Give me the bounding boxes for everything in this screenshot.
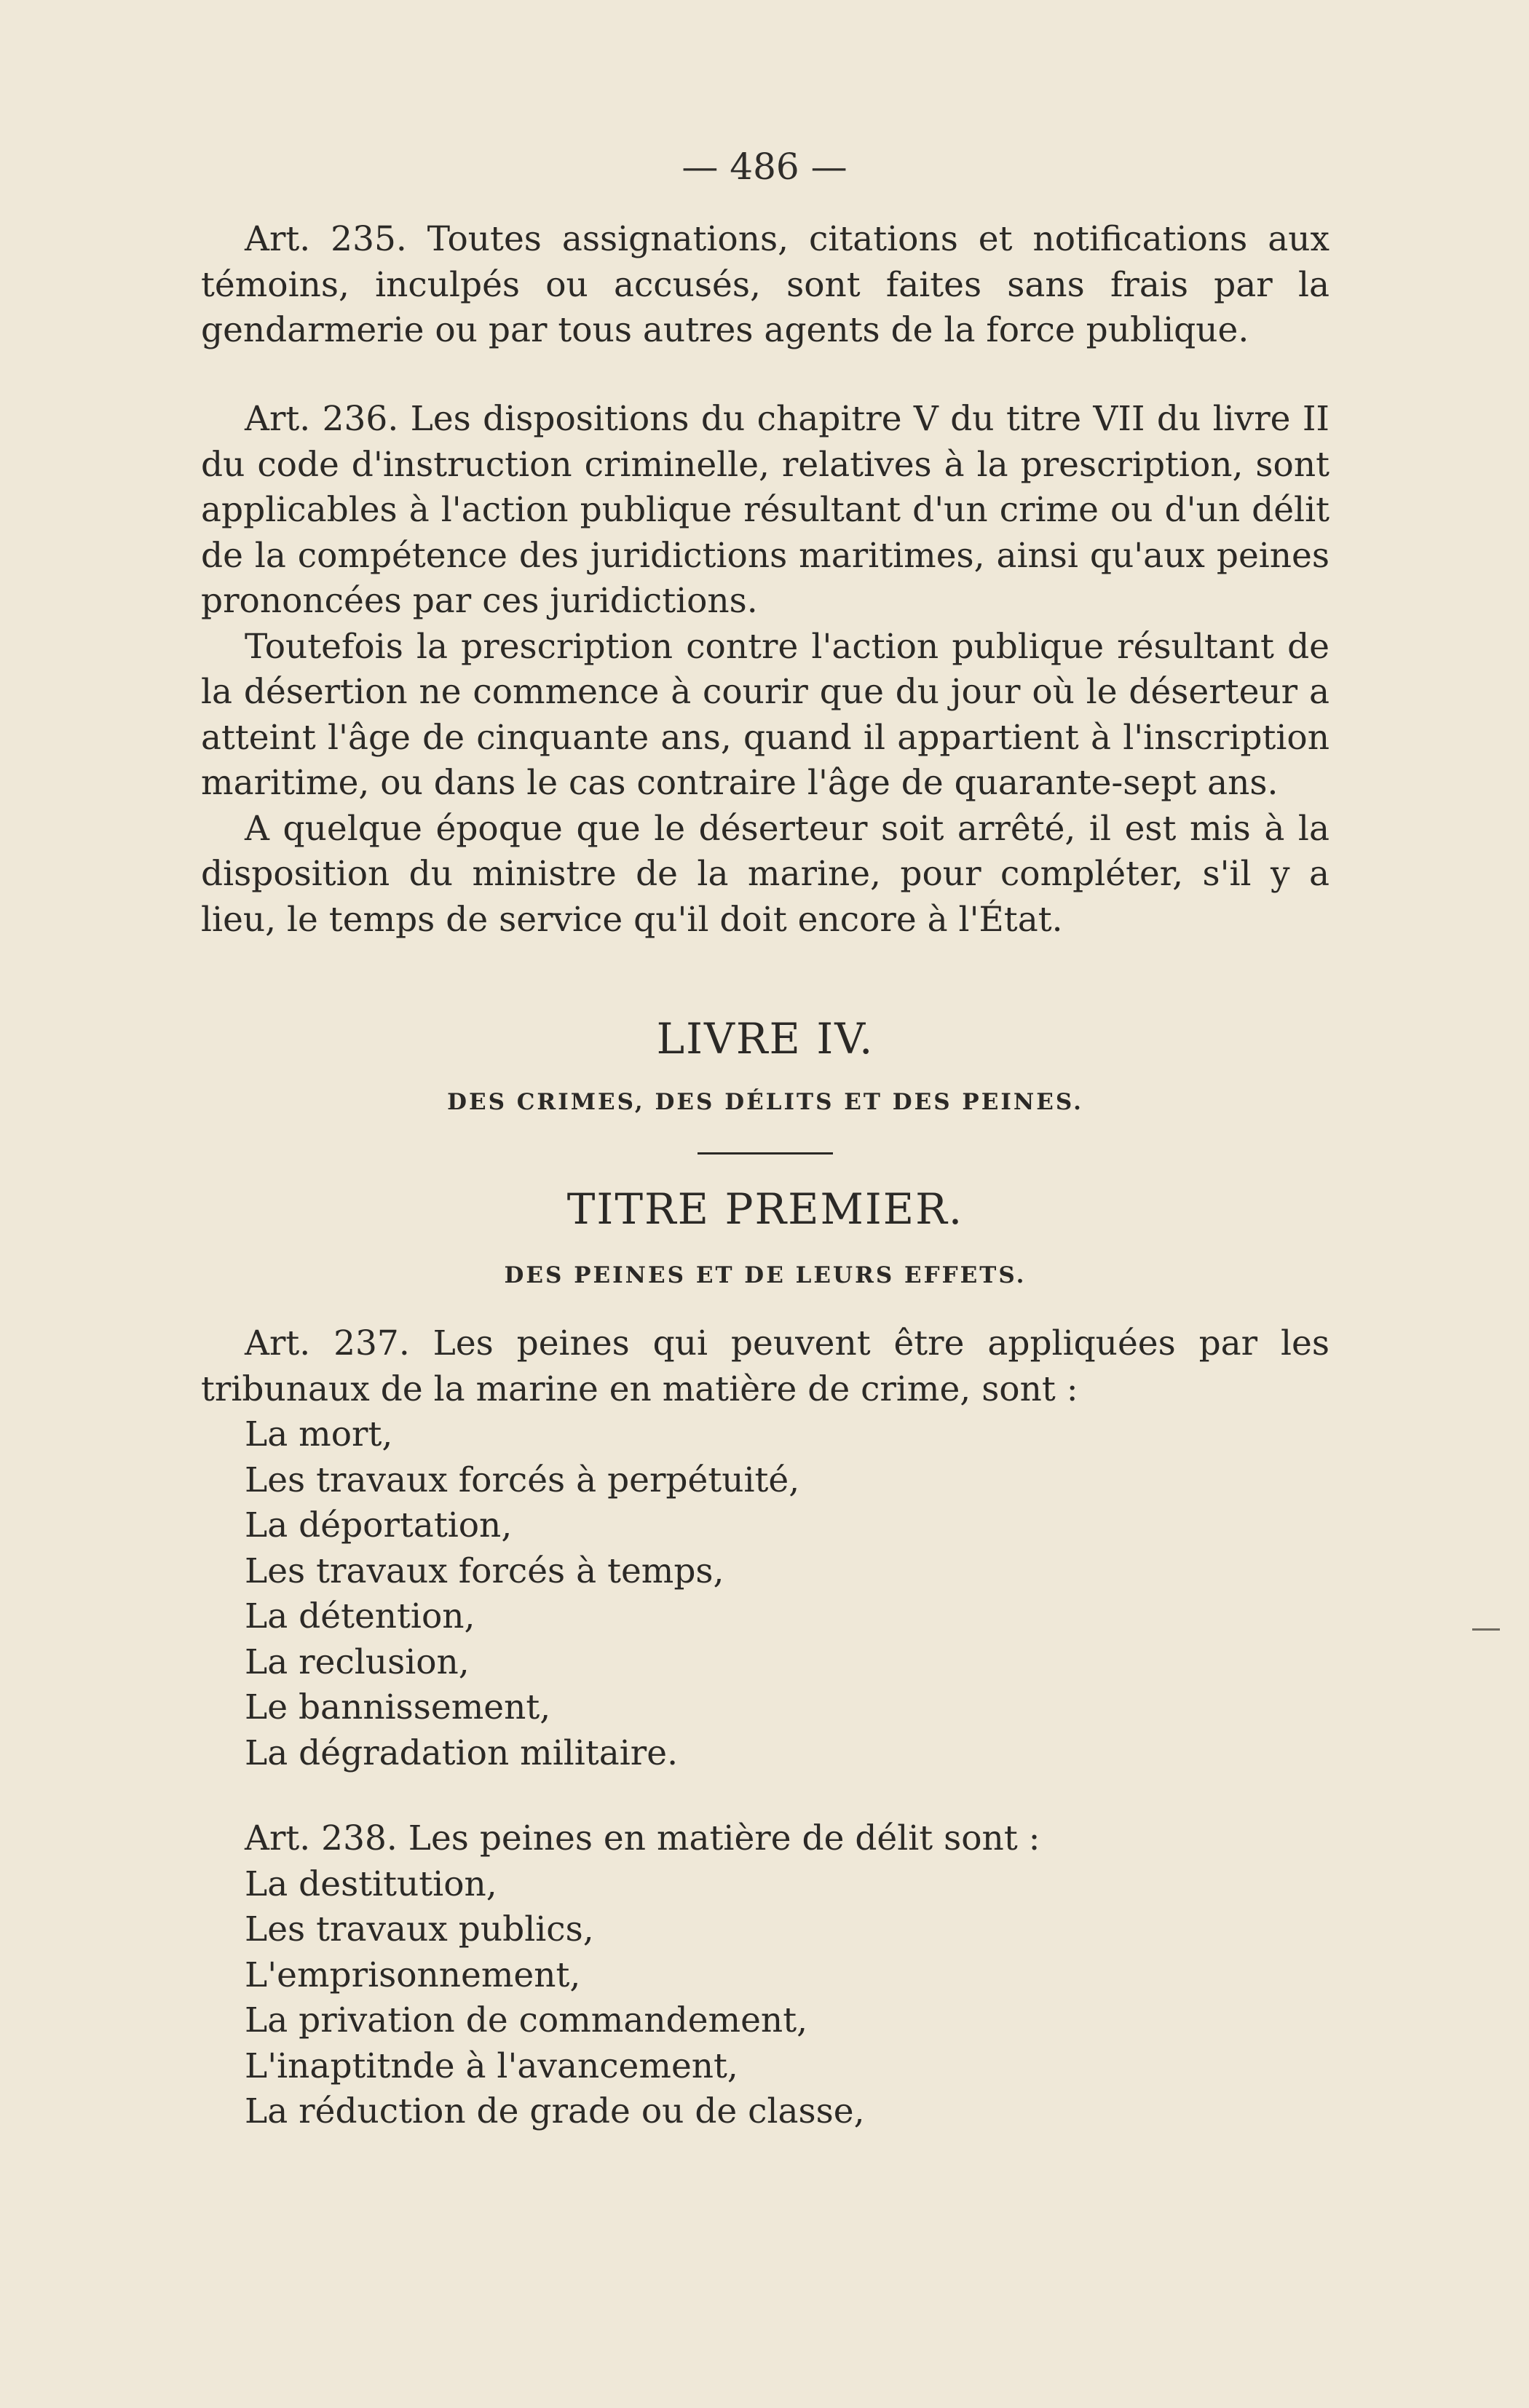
section-divider [698,1152,833,1155]
list-item: La reclusion, [245,1641,470,1682]
livre-title: LIVRE IV. [656,1014,874,1064]
livre-heading [201,1014,1330,1064]
livre-subtitle: DES CRIMES, DES DÉLITS ET DES PEINES. [447,1089,1083,1115]
article-236-paragraph-1: Art. 236. Les dispositions du chapitre V du titre VII du livre II du code d'instruction criminelle, relatives à la prescription, sont applicables à l'action publique résultant d'un crime ou d'un délit de la compétence des juridictions maritimes, ainsi qu'aux peines prononcées par ces juridictions. [201,399,1330,621]
titre-title: TITRE PREMIER. [566,1184,964,1234]
article-236-paragraph-2: Toutefois la prescription contre l'action publique résultant de la désertion ne commence à courir que du jour où le déserteur a atteint l'âge de cinquante ans, quand il appartient à l'inscription maritime, ou dans le cas contraire l'âge de quarante-sept ans. [201,626,1330,803]
list-item: La destitution, [245,1864,497,1904]
titre-heading [201,1184,1330,1234]
article-237-list [201,1412,1330,1776]
article-236-paragraph-3: A quelque époque que le déserteur soit arrêté, il est mis à la disposition du ministre de la marine, pour compléter, s'il y a lieu, le temps de service qu'il doit encore à l'État. [201,808,1330,940]
list-item: La réduction de grade ou de classe, [245,2091,865,2131]
list-item: Les travaux publics, [245,1909,594,1949]
titre-subtitle: DES PEINES ET DE LEURS EFFETS. [504,1262,1027,1288]
livre-subheading [201,1089,1330,1115]
list-item: La détention, [245,1596,475,1636]
article-236 [201,397,1330,943]
article-238-list [201,1862,1330,2135]
page-number: — 486 — [681,146,848,188]
article-238-intro: Art. 238. Les peines en matière de délit sont : [245,1818,1040,1858]
list-item: La mort, [245,1414,393,1454]
margin-mark [1472,1628,1500,1631]
article-237 [201,1321,1330,1776]
list-item: Le bannissement, [245,1687,551,1727]
list-item: La dégradation militaire. [245,1732,679,1773]
list-item: Les travaux forcés à perpétuité, [245,1460,800,1500]
article-237-intro: Art. 237. Les peines qui peuvent être appliquées par les tribunaux de la marine en matière de crime, sont : [201,1323,1330,1409]
article-235-text: Art. 235. Toutes assignations, citations et notifications aux témoins, inculpés ou accusés, sont faites sans frais par la gendarmerie ou par tous autres agents de la force publique. [201,219,1330,350]
list-item: Les travaux forcés à temps, [245,1550,724,1591]
article-235 [201,217,1330,354]
article-238 [201,1816,1330,2135]
list-item: L'inaptitnde à l'avancement, [245,2045,738,2086]
list-item: La déportation, [245,1505,513,1545]
titre-subheading [201,1262,1330,1288]
list-item: La privation de commandement, [245,2000,808,2040]
list-item: L'emprisonnement, [245,1954,581,1995]
